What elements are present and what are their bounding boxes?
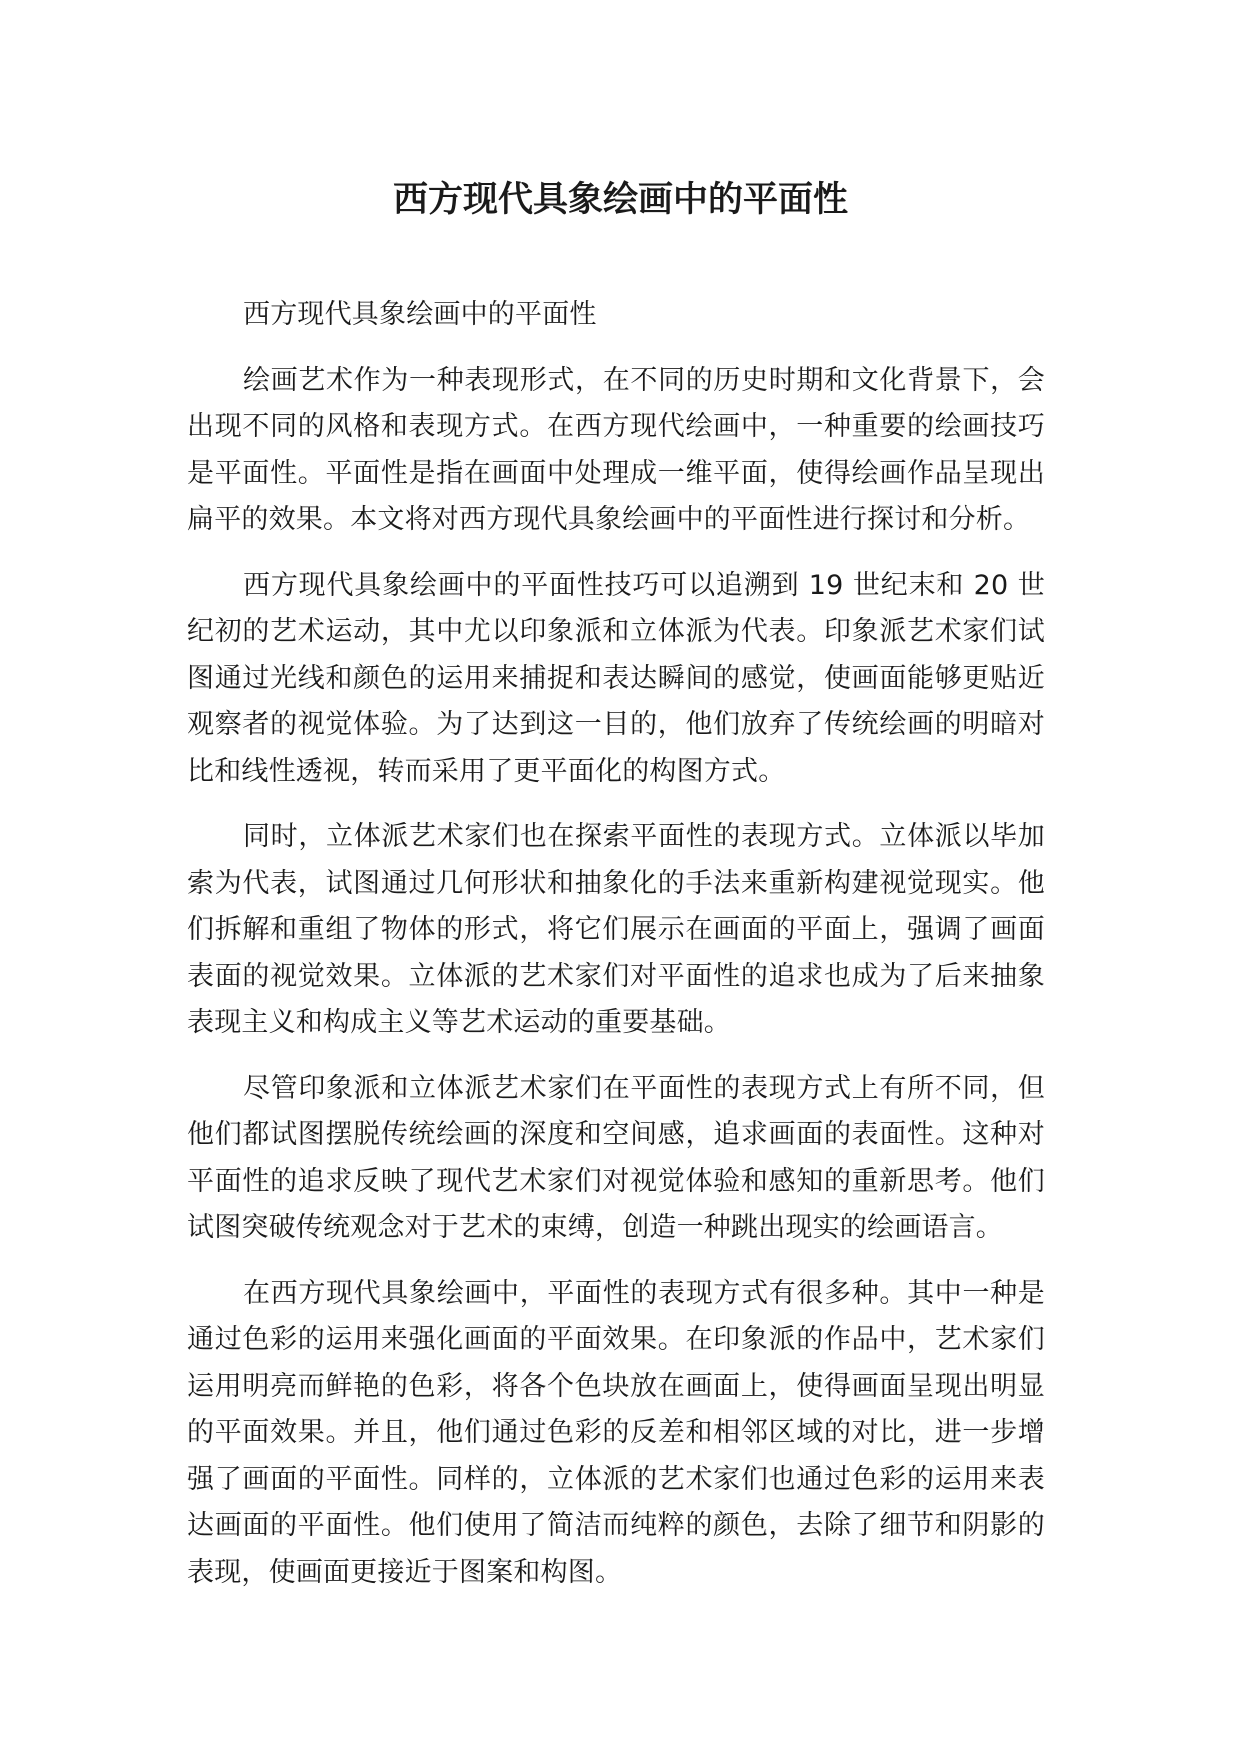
paragraph-cubism: 同时，立体派艺术家们也在探索平面性的表现方式。立体派以毕加索为代表，试图通过几何形状和抽象化的手法来重新构建视觉现实。他们拆解和重组了物体的形式，将它们展示在画面的平面上，强调了画面表面的视觉效果。立体派的艺术家们对平面性的追求也成为了后来抽象表现主义和构成主义等艺术运动的重要基础。 [187, 821, 1045, 1038]
paragraph-impressionism: 西方现代具象绘画中的平面性技巧可以追溯到 19 世纪末和 20 世纪初的艺术运动，其中尤以印象派和立体派为代表。印象派艺术家们试图通过光线和颜色的运用来捕捉和表达瞬间的感觉，使画面能够更贴近观察者的视觉体验。为了达到这一目的，他们放弃了传统绘画的明暗对比和线性透视，转而采用了更平面化的构图方式。 [187, 569, 1045, 787]
paragraph-intro: 绘画艺术作为一种表现形式，在不同的历史时期和文化背景下，会出现不同的风格和表现方式。在西方现代绘画中，一种重要的绘画技巧是平面性。平面性是指在画面中处理成一维平面，使得绘画作品呈现出扁平的效果。本文将对西方现代具象绘画中的平面性进行探讨和分析。 [187, 364, 1045, 535]
paragraph-comparison: 尽管印象派和立体派艺术家们在平面性的表现方式上有所不同，但他们都试图摆脱传统绘画的深度和空间感，追求画面的表面性。这种对平面性的追求反映了现代艺术家们对视觉体验和感知的重新思考。他们试图突破传统观念对于艺术的束缚，创造一种跳出现实的绘画语言。 [187, 1072, 1045, 1243]
document-body [187, 292, 1045, 1615]
paragraph-color: 在西方现代具象绘画中，平面性的表现方式有很多种。其中一种是通过色彩的运用来强化画面的平面效果。在印象派的作品中，艺术家们运用明亮而鲜艳的色彩，将各个色块放在画面上，使得画面呈现出明显的平面效果。并且，他们通过色彩的反差和相邻区域的对比，进一步增强了画面的平面性。同样的，立体派的艺术家们也通过色彩的运用来表达画面的平面性。他们使用了简洁而纯粹的颜色，去除了细节和阴影的表现，使画面更接近于图案和构图。 [187, 1277, 1045, 1588]
document-title: 西方现代具象绘画中的平面性 [392, 180, 848, 220]
paragraph-subtitle: 西方现代具象绘画中的平面性 [243, 299, 597, 330]
